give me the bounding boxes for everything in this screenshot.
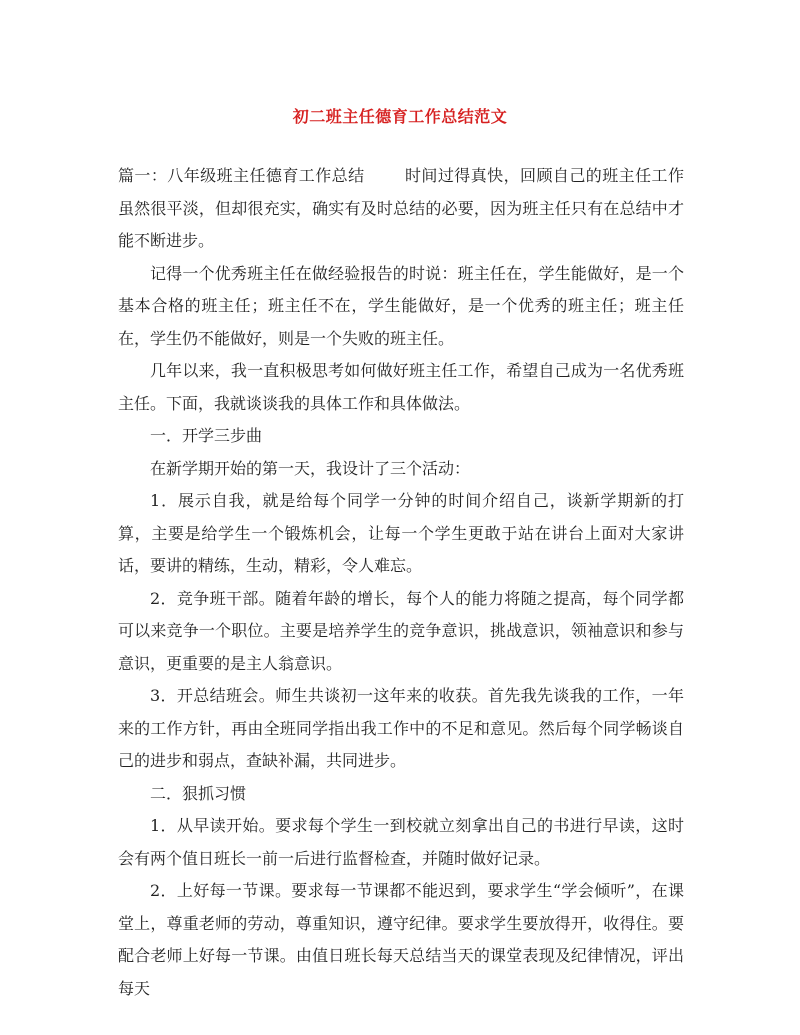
list-item: 2．上好每一节课。要求每一节课都不能迟到，要求学生“学会倾听”，在课堂上，尊重老师的劳动，尊重知识，遵守纪律。要求学生要放得开，收得住。要配合老师上好每一节课。由值日班长每天总结当天的课堂表现及纪律情况，评出每天: [118, 881, 684, 998]
list-item: 1．展示自我，就是给每个同学一分钟的时间介绍自己，谈新学期新的打算，主要是给学生一个锻炼机会，让每一个学生更敢于站在讲台上面对大家讲话，要讲的精练，生动，精彩，令人难忘。: [118, 491, 684, 575]
section-heading: 二．狠抓习惯: [150, 783, 247, 803]
document-title: 初二班主任德育工作总结范文: [292, 107, 508, 126]
document-body: [118, 160, 684, 1005]
list-item: 1．从早读开始。要求每个学生一到校就立刻拿出自己的书进行早读，这时会有两个值日班长一前一后进行监督检查，并随时做好记录。: [118, 816, 684, 868]
section-heading: 一．开学三步曲: [150, 426, 263, 445]
paragraph-first: [118, 160, 684, 258]
list-item: 3．开总结班会。师生共谈初一这年来的收获。首先我先谈我的工作，一年来的工作方针，再由全班同学指出我工作中的不足和意见。然后每个同学畅谈自己的进步和弱点，查缺补漏，共同进步。: [118, 686, 684, 770]
paragraph: 几年以来，我一直积极思考如何做好班主任工作，希望自己成为一名优秀班主任。下面，我就谈谈我的具体工作和具体做法。: [118, 361, 684, 413]
section-heading: 篇一：八年级班主任德育工作总结: [118, 166, 365, 185]
paragraph: 在新学期开始的第一天，我设计了三个活动：: [150, 458, 471, 478]
list-item: 2．竞争班干部。随着年龄的增长，每个人的能力将随之提高，每个同学都可以来竞争一个职位。主要是培养学生的竞争意识，挑战意识，领袖意识和参与意识，更重要的是主人翁意识。: [118, 588, 684, 673]
paragraph-text: 时间过得真快，回顾自己的班主任工作虽然很平淡，但却很充实，确实有及时总结的必要，因为班主任只有在总结中才能不断进步。: [118, 166, 684, 250]
paragraph: 记得一个优秀班主任在做经验报告的时说：班主任在，学生能做好，是一个基本合格的班主任；班主任不在，学生能做好，是一个优秀的班主任；班主任在，学生仍不能做好，则是一个失败的班主任。: [118, 263, 684, 348]
